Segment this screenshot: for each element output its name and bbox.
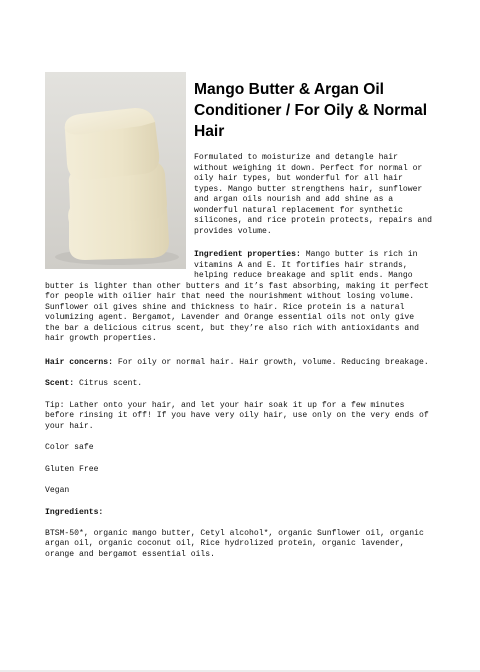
product-title xyxy=(194,79,444,142)
intro-line: oily hair types, but wonderful for all hair xyxy=(194,174,403,184)
ingredients-line: argan oil, organic coconut oil, Rice hydrolized protein, organic lavender, xyxy=(45,539,405,549)
color-safe: Color safe xyxy=(45,443,94,452)
tip-line: Tip: Lather onto your hair, and let your hair soak it up for a few minutes xyxy=(45,400,405,410)
gluten-free: Gluten Free xyxy=(45,464,99,474)
ingredient-properties-label: Ingredient properties: xyxy=(194,250,301,259)
ingredient-properties-text: helping reduce breakage and split ends. Mango xyxy=(194,271,413,281)
intro-line: wonderful natural replacement for synthetic xyxy=(194,205,403,215)
ingredient-properties-text: Mango butter is rich in xyxy=(300,250,418,259)
tip-line: your hair. xyxy=(45,421,94,431)
ingredient-properties-text: the bar a delicious citrus scent, but they’re also rich with antioxidants and xyxy=(45,323,419,333)
ingredient-properties-text: vitamins A and E. It fortifies hair strands, xyxy=(194,260,408,270)
ingredients-heading xyxy=(45,508,437,519)
scent xyxy=(45,379,437,390)
ingredient-properties-body xyxy=(45,282,437,345)
intro-line: and argan oils nourish and add shine as a xyxy=(194,195,394,205)
ingredients-list xyxy=(45,529,437,561)
title-line: Mango Butter & Argan Oil xyxy=(194,81,385,98)
tip-paragraph xyxy=(45,401,437,433)
ingredient-properties-text: hair growth properties. xyxy=(45,334,157,344)
scent-text: Citrus scent. xyxy=(74,379,143,388)
ingredient-properties-text: Sunflower oil gives shine and thickness to hair. Rice protein is a natural xyxy=(45,302,405,312)
ingredients-line: orange and bergamot essential oils. xyxy=(45,549,215,559)
ingredient-properties-head xyxy=(45,250,480,282)
title-line: Hair xyxy=(194,123,225,140)
ingredients-label: Ingredients: xyxy=(45,507,104,517)
vegan: Vegan xyxy=(45,486,70,495)
intro-line: silicones, and rice protein protects, repairs and xyxy=(194,216,432,226)
intro-line: provides volume. xyxy=(194,226,272,236)
tip-line: before rinsing it off! If you have very oily hair, use only on the very ends of xyxy=(45,411,429,421)
scent-label: Scent: xyxy=(45,379,75,388)
intro-paragraph xyxy=(45,153,480,237)
title-line: Conditioner / For Oily & Normal xyxy=(194,102,428,119)
ingredient-properties-text: for people with oilier hair that need the nourishment without losing volume. xyxy=(45,292,415,302)
ingredients-line: BTSM-50*, organic mango butter, Cetyl alcohol*, organic Sunflower oil, organic xyxy=(45,528,424,538)
intro-line: without weighing it down. Perfect for normal or xyxy=(194,163,423,173)
intro-line: Formulated to moisturize and detangle hair xyxy=(194,153,398,162)
hair-concerns-label: Hair concerns: xyxy=(45,358,113,367)
hair-concerns xyxy=(45,358,437,369)
ingredient-properties-text: volumizing agent. Bergamot, Lavender and Orange essential oils not only give xyxy=(45,313,415,323)
hair-concerns-text: For oily or normal hair. Hair growth, volume. Reducing breakage. xyxy=(113,358,429,367)
intro-line: types. Mango butter strengthens hair, sunflower xyxy=(194,184,423,194)
ingredient-properties-text: butter is lighter than other butters and it’s fast absorbing, making it perfect xyxy=(45,281,429,291)
